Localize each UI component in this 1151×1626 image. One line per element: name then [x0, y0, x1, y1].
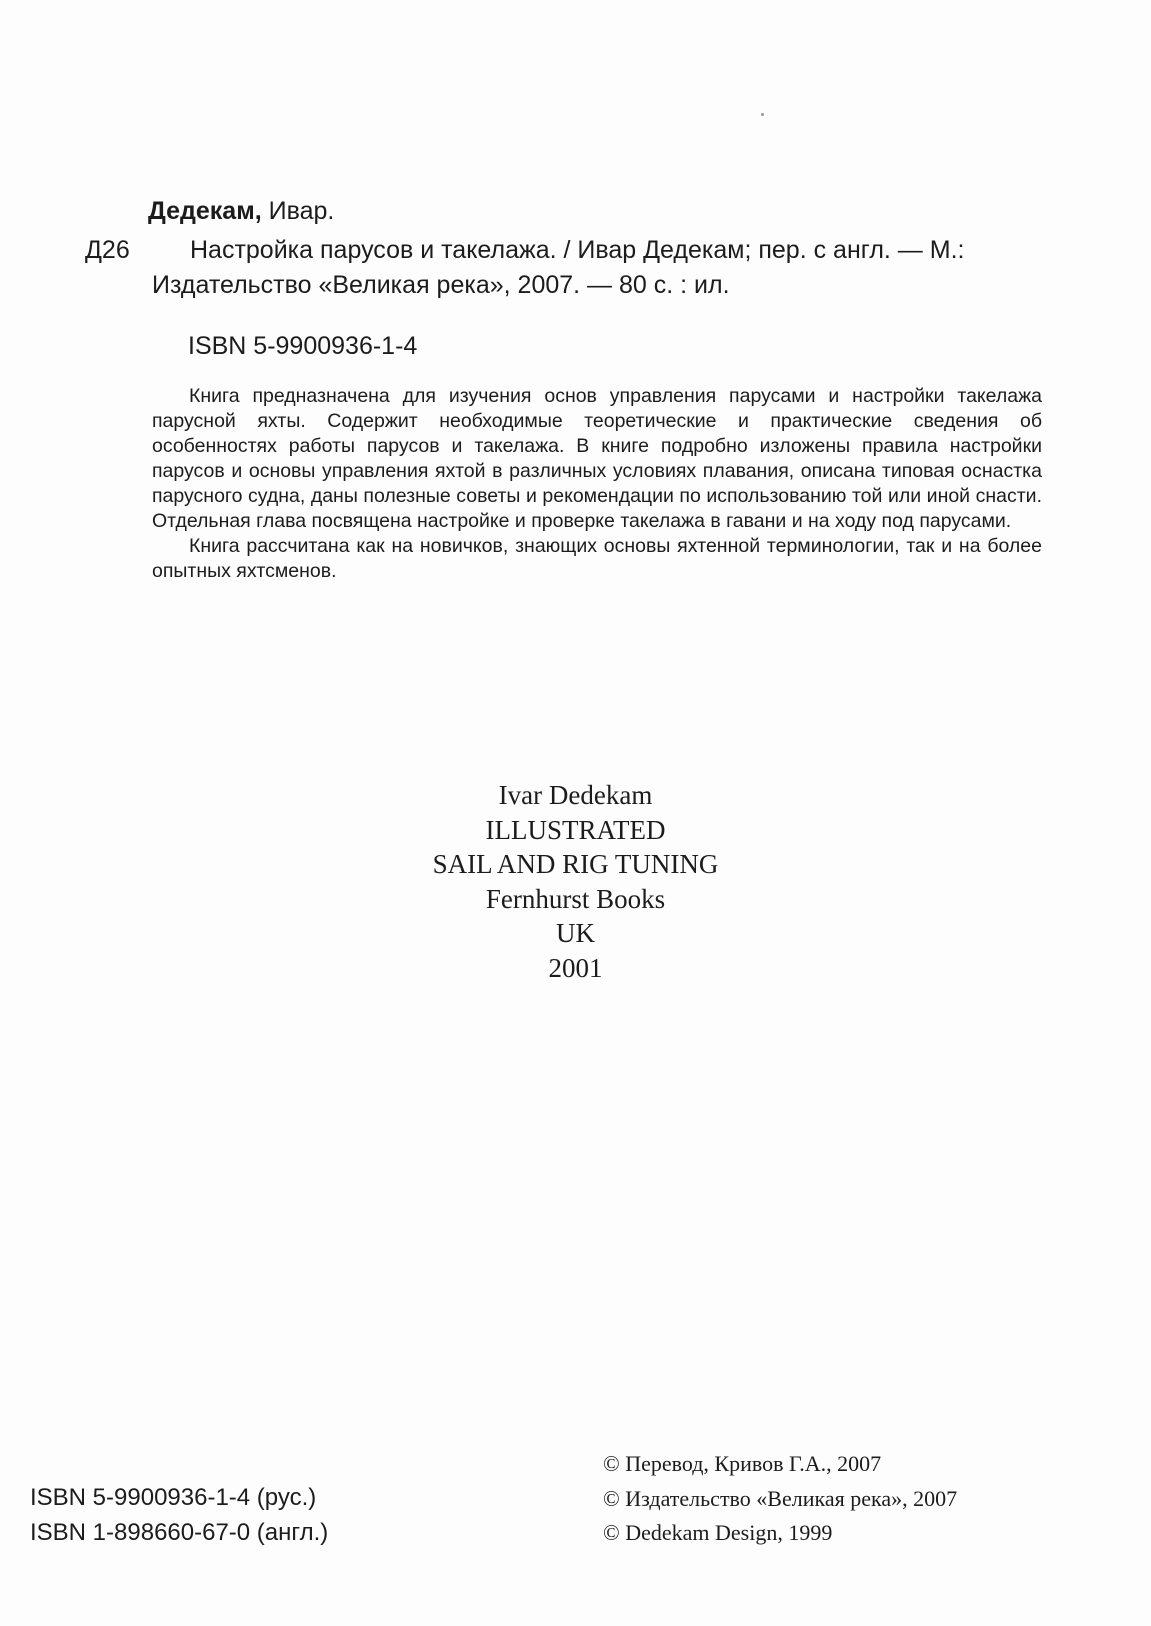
- isbn-list: [30, 1480, 328, 1550]
- original-edition: [0, 778, 1151, 985]
- copyright-notices: [603, 1447, 957, 1551]
- title-statement: Настройка парусов и такелажа. / Ивар Дедекам; пер. с англ. — М.:: [190, 236, 965, 264]
- call-number: Д26: [85, 236, 130, 264]
- original-author: Ivar Dedekam: [498, 780, 653, 810]
- copyright-publisher: © Издательство «Великая река», 2007: [603, 1485, 958, 1511]
- annotation-paragraph: Книга предназначена для изучения основ управления парусами и настройки такелажа парусной яхты. Содержит необходимые теоретические и практические сведения об особенностях работы парусов и такелажа. В книге подробно изложены правила настройки парусов и основы управления яхтой в различных условиях плавания, описана типовая оснастка парусного судна, даны полезные советы и рекомендации по использованию той или иной снасти. Отдельная глава посвящена настройке и проверке такелажа в гавани и на ходу под парусами.: [152, 385, 1042, 532]
- author-name: Ивар.: [268, 197, 335, 225]
- scan-speck: [761, 113, 764, 116]
- original-title-line1: ILLUSTRATED: [485, 814, 666, 845]
- isbn-english: ISBN 1-898660-67-0 (англ.): [30, 1519, 329, 1546]
- publication-statement: Издательство «Великая река», 2007. — 80 с. : ил.: [152, 271, 730, 299]
- original-publisher: Fernhurst Books: [485, 883, 666, 914]
- author-surname: Дедекам,: [148, 197, 262, 225]
- copyright-translation: © Перевод, Кривов Г.А., 2007: [603, 1451, 882, 1476]
- author-heading: [148, 195, 334, 227]
- copyright-original: © Dedekam Design, 1999: [603, 1520, 833, 1545]
- annotation-paragraph: Книга рассчитана как на новичков, знающих основы яхтенной терминологии, так и на более опытных яхтсменов.: [152, 535, 1042, 582]
- original-title-line2: SAIL AND RIG TUNING: [432, 849, 719, 879]
- annotation: [152, 384, 1042, 584]
- isbn-russian: ISBN 5-9900936-1-4 (рус.): [30, 1484, 317, 1511]
- original-country: UK: [556, 918, 595, 948]
- original-year: 2001: [548, 952, 603, 983]
- isbn-main: ISBN 5-9900936-1-4: [188, 332, 418, 360]
